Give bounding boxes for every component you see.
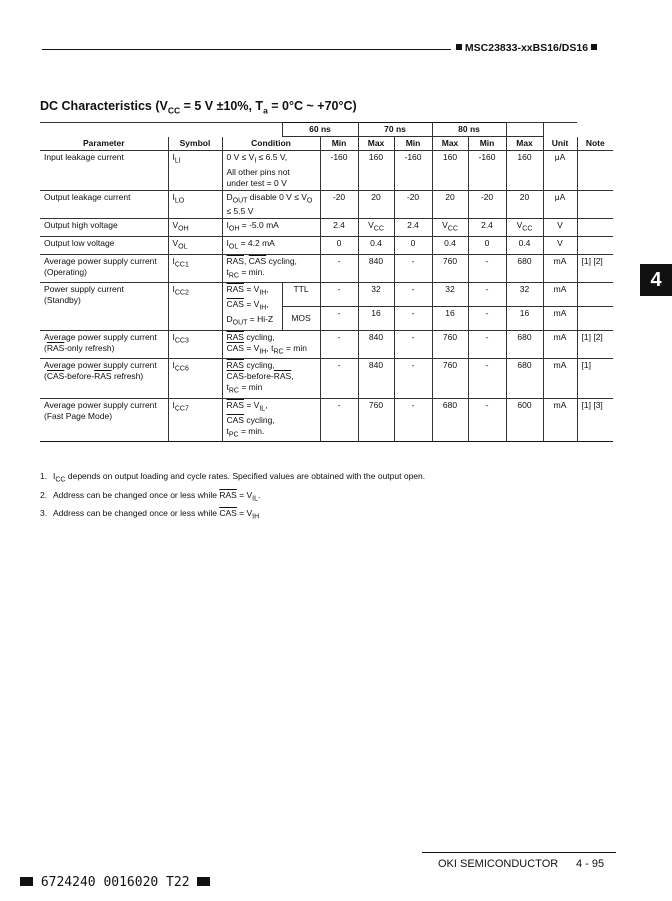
- table-row: Input leakage current $I_{LI}$ 0 $V \le V_I \le 6.5$ V, All other pins not under test = 0 V -160 160 -160 160 -160 160 μA: [40, 151, 613, 191]
- table-row: Average power supply current (Operating) $I_{CC1}$ $\overline{RAS}$, $\overline{CAS}$ cycling, $t_{RC} = \min$. - 840 - 760 - 680 mA [1] [2]: [40, 254, 613, 283]
- table-row: Average power supply current (Fast Page Mode) $I_{CC7}$ $\overline{RAS} = V_{IL}$, $\overline{CAS}$ cycling, $t_{PC} = \min$. - 760 - 680 - 600 mA [1] [3]: [40, 398, 613, 441]
- footnote-3: 3. Address can be changed once or less while $\overline{CAS} = V_{IH}$: [40, 508, 260, 522]
- square-bullet-icon: [456, 44, 462, 50]
- header-part-number: MSC23833-xxBS16/DS16: [456, 42, 597, 54]
- section-title: DC Characteristics ($V_{CC} = 5$ V ±10%, $T_a = 0^\circ C$ ~ +70°C): [40, 99, 357, 116]
- col-unit: Unit: [543, 137, 577, 151]
- col-parameter: Parameter: [40, 137, 168, 151]
- header-row-2: Parameter Symbol Condition Min Max Min Max Min Max Unit Note: [40, 137, 613, 151]
- table-row: Output low voltage $V_{OL}$ $I_{OL} = 4.2$ mA 0 0.4 0 0.4 0 0.4 V: [40, 237, 613, 255]
- table-row: Average power supply current ($\overline{CAS}-before-\overline{RAS}$ refresh) $I_{CC6}$ $\overline{RAS}$ cycling, $\overline{CAS}-before-\overline{RAS}$, $t_{RC} = \min$ - 840 - 760 - 680 mA [1]: [40, 359, 613, 399]
- header-row-1: [40, 123, 613, 137]
- speed-80ns: 80 ns: [432, 123, 506, 137]
- footnote-1: 1. $I_{CC}$ depends on output loading and cycle rates. Specified values are obtained with the output open.: [40, 471, 426, 484]
- footnotes: [40, 469, 425, 525]
- header-rule: [42, 49, 451, 50]
- col-symbol: Symbol: [168, 137, 222, 151]
- barcode-line: 6724240 0016020 T22: [20, 875, 210, 890]
- speed-70ns: 70 ns: [358, 123, 432, 137]
- table-row: Average power supply current ($\overline{RAS}$-only refresh) $I_{CC3}$ $\overline{RAS}$ cycling, $\overline{CAS} = V_{IH}$, $t_{RC} = \min$ - 840 - 760 - 680 mA [1] [2]: [40, 330, 613, 359]
- footnote-2: 2. Address can be changed once or less while $\overline{RAS} = V_{IL}$.: [40, 489, 261, 503]
- table-row: Power supply current (Standby) $I_{CC2}$ $\overline{RAS} = V_{IH}$, $\overline{CAS} = V_{IH}$, $D_{OUT} = Hi-Z$ TTL - 32 - 32 - 32 mA: [40, 283, 613, 307]
- footer-rule: [422, 852, 616, 853]
- footer-company: OKI SEMICONDUCTOR: [438, 858, 559, 870]
- black-block-icon: [197, 877, 210, 886]
- col-condition: Condition: [222, 137, 320, 151]
- col-note: Note: [577, 137, 613, 151]
- black-block-icon: [20, 877, 33, 886]
- dc-characteristics-table: [40, 122, 613, 442]
- footer-page-number: 4 - 95: [576, 858, 605, 870]
- square-bullet-icon: [591, 44, 597, 50]
- table-row: MOS - 16 - 16 - 16 mA: [40, 306, 613, 330]
- speed-60ns: 60 ns: [282, 123, 358, 137]
- section-tab: 4: [640, 264, 672, 296]
- table-row: Output high voltage $V_{OH}$ $I_{OH} = -5.0$ mA 2.4 $V_{CC}$ 2.4 $V_{CC}$ 2.4 $V_{CC}$ V: [40, 219, 613, 237]
- table-row: Output leakage current $I_{LO}$ $D_{OUT}$ disable 0 $V \le V_O$ ≤ 5.5 V -20 20 -20 20 -20 20 μA: [40, 190, 613, 219]
